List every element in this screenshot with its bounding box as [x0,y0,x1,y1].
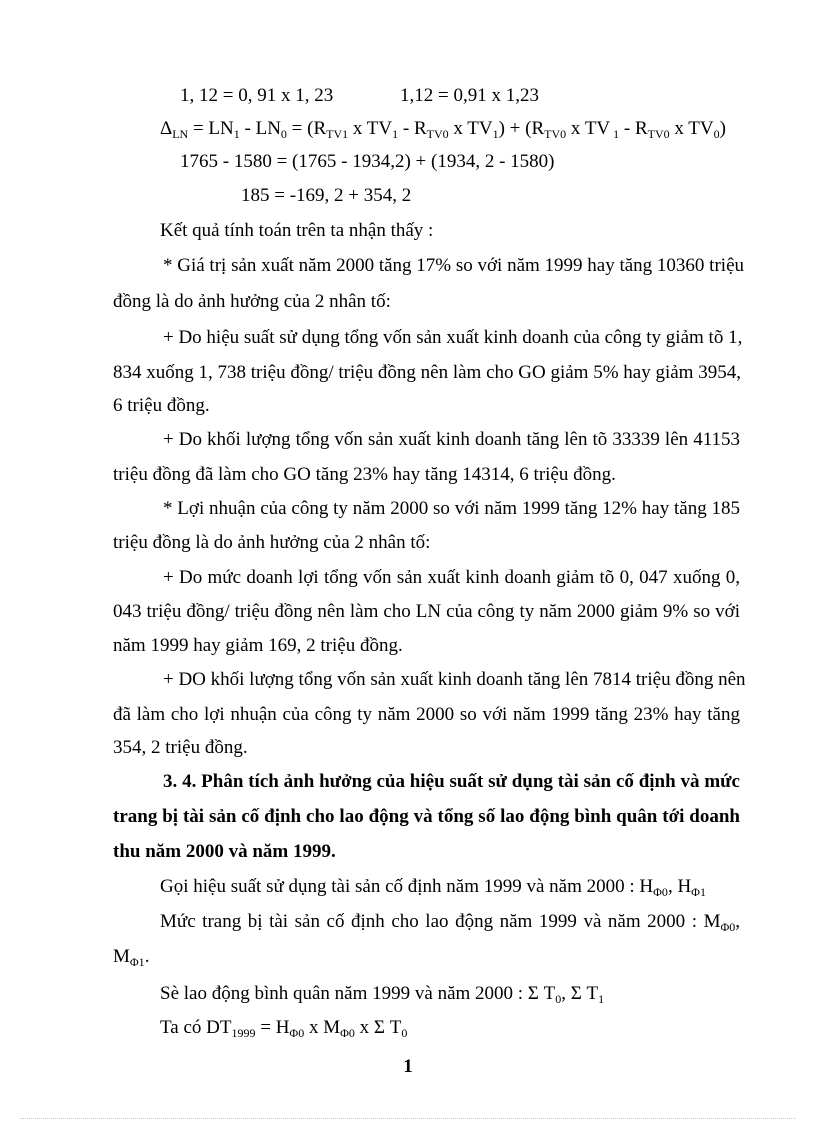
section-heading-line: thu năm 2000 và năm 1999. [113,841,336,862]
paragraph-line: đã làm cho lợi nhuận của công ty năm 2000 so với năm 1999 tăng 23% hay tăng [113,704,740,725]
paragraph-line: triệu đồng là do ảnh hưởng của 2 nhân tố: [113,532,431,553]
paragraph-line: + DO khối lượng tổng vốn sản xuất kinh doanh tăng lên 7814 triệu đồng nên [163,669,746,690]
paragraph-intro: Kết quả tính toán trên ta nhận thấy : [160,220,434,241]
paragraph-line: * Lợi nhuận của công ty năm 2000 so với năm 1999 tăng 12% hay tăng 185 [163,498,740,519]
formula-line-1a: 1, 12 = 0, 91 x 1, 23 [180,85,334,106]
definition-line-m-cont: $M_{\Phi 1}$. [113,946,150,969]
formula-line-4: 185 = -169, 2 + 354, 2 [241,185,412,206]
page-number: 1 [403,1056,413,1077]
formula-line-3: 1765 - 1580 = (1765 - 1934,2) + (1934, 2 - 1580) [180,151,555,172]
definition-line-t: Sè lao động bình quân năm 1999 và năm 2000 : Σ $T_0$, Σ $T_1$ [160,983,605,1006]
formula-line-1b: 1,12 = 0,91 x 1,23 [400,85,539,106]
paragraph-line: + Do mức doanh lợi tổng vốn sản xuất kinh doanh giảm tõ 0, 047 xuống 0, [163,567,740,588]
paragraph-line: triệu đồng đã làm cho GO tăng 23% hay tăng 14314, 6 triệu đồng. [113,464,616,485]
paragraph-line: + Do khối lượng tổng vốn sản xuất kinh doanh tăng lên tõ 33339 lên 41153 [163,429,740,450]
paragraph-line: 834 xuống 1, 738 triệu đồng/ triệu đồng nên làm cho GO giảm 5% hay giảm 3954, [113,362,741,383]
formula-delta-ln: $\Delta_{LN} = LN_1 - LN_0 = (R_{TV1}$ x $TV_1 - R_{TV0}$ x $TV_1) + (R_{TV0}$ x TV $_1 - R_{TV0}$ x $TV_0$) [160,118,726,141]
section-heading-line: 3. 4. Phân tích ảnh hưởng của hiệu suất sử dụng tài sản cố định và mức [163,771,740,792]
paragraph-line: + Do hiệu suất sử dụng tổng vốn sản xuất kinh doanh của công ty giảm tõ 1, [163,327,743,348]
formula-dt1999: Ta có $DT_{1999} = H_{\Phi 0}$ x $M_{\Phi 0}$ x Σ $T_0$ [160,1017,408,1040]
paragraph-line: 354, 2 triệu đồng. [113,737,248,758]
paragraph-line: 6 triệu đồng. [113,395,210,416]
paragraph-line: đồng là do ảnh hưởng của 2 nhân tố: [113,291,391,312]
definition-line-h: Gọi hiệu suất sử dụng tài sản cố định năm 1999 và năm 2000 : $H_{\Phi 0}$, $H_{\Phi 1}$ [160,876,706,899]
paragraph-line: * Giá trị sản xuất năm 2000 tăng 17% so với năm 1999 hay tăng 10360 triệu [163,255,745,276]
paragraph-line: năm 1999 hay giảm 169, 2 triệu đồng. [113,635,403,656]
page-bottom-divider [20,1118,796,1119]
section-heading-line: trang bị tài sản cố định cho lao động và tổng số lao động bình quân tới doanh [113,806,740,827]
definition-line-m: Mức trang bị tài sản cố định cho lao động năm 1999 và năm 2000 : $M_{\Phi 0}$, [160,911,740,934]
paragraph-line: 043 triệu đồng/ triệu đồng nên làm cho LN của công ty năm 2000 giảm 9% so với [113,601,740,622]
